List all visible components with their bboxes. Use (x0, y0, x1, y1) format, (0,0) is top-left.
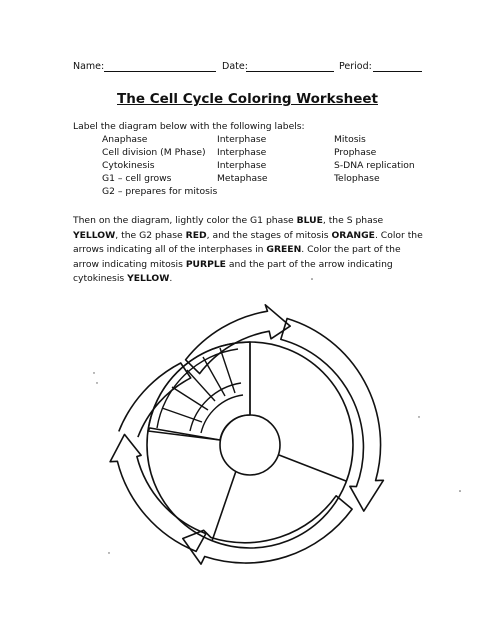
scan-dot (459, 490, 461, 492)
label-prophase: Prophase (334, 147, 377, 158)
color-purple: PURPLE (185, 258, 226, 270)
color-yellow-cytokinesis: YELLOW (127, 273, 170, 284)
label-s-dna-replication: S-DNA replication (334, 160, 415, 171)
divider-2 (279, 455, 346, 481)
color-red: RED (185, 229, 207, 241)
scan-dot (96, 382, 97, 383)
para-text-3: , the G2 phase (115, 229, 186, 241)
para-text-7: and the part of the arrow indicating cytokinesis (73, 258, 393, 284)
period-label: Period: (339, 61, 372, 72)
para-text-8: . (169, 273, 173, 284)
para-text-6: . Color the part of the arrow indicating mitosis (73, 244, 401, 270)
instruction-text: Label the diagram below with the following labels: (73, 121, 305, 132)
label-cell-division: Cell division (M Phase) (102, 147, 206, 158)
fan-arc-outer (157, 349, 238, 428)
color-yellow-s: YELLOW (73, 229, 116, 241)
label-interphase-2: Interphase (217, 147, 267, 158)
para-text-2: , the S phase (322, 215, 384, 226)
label-metaphase: Metaphase (217, 173, 268, 184)
color-blue: BLUE (296, 215, 323, 226)
color-green: GREEN (266, 244, 302, 255)
date-label: Date: (222, 61, 248, 72)
scan-dot (108, 552, 109, 553)
para-text-4: , and the stages of mitosis (206, 229, 332, 241)
arrow-bottom (183, 496, 352, 564)
page-title: The Cell Cycle Coloring Worksheet (117, 91, 378, 107)
divider-3 (212, 471, 236, 541)
label-telophase: Telophase (334, 173, 380, 184)
arrow-top-right (186, 305, 291, 374)
arrow-left-upper (119, 363, 191, 437)
label-interphase-3: Interphase (217, 160, 267, 171)
label-cytokinesis: Cytokinesis (102, 160, 155, 171)
color-orange: ORANGE (331, 229, 375, 241)
fan-ray-4 (203, 357, 225, 396)
scan-dot (93, 372, 94, 373)
para-text-1: Then on the diagram, lightly color the G1 phase (73, 215, 297, 226)
arrow-right (281, 319, 384, 512)
fan-ray-2 (172, 387, 208, 410)
scan-dot (311, 278, 313, 280)
label-g1: G1 – cell grows (102, 173, 172, 184)
para-text-5: . Color the arrows indicating all of the interphases in (73, 229, 423, 255)
label-g2: G2 – prepares for mitosis (102, 186, 218, 197)
fan-ray-3 (187, 370, 215, 401)
label-mitosis: Mitosis (334, 134, 366, 145)
scan-dot (418, 416, 419, 417)
label-interphase-1: Interphase (217, 134, 267, 145)
label-anaphase: Anaphase (102, 134, 148, 145)
name-label: Name: (73, 61, 105, 72)
